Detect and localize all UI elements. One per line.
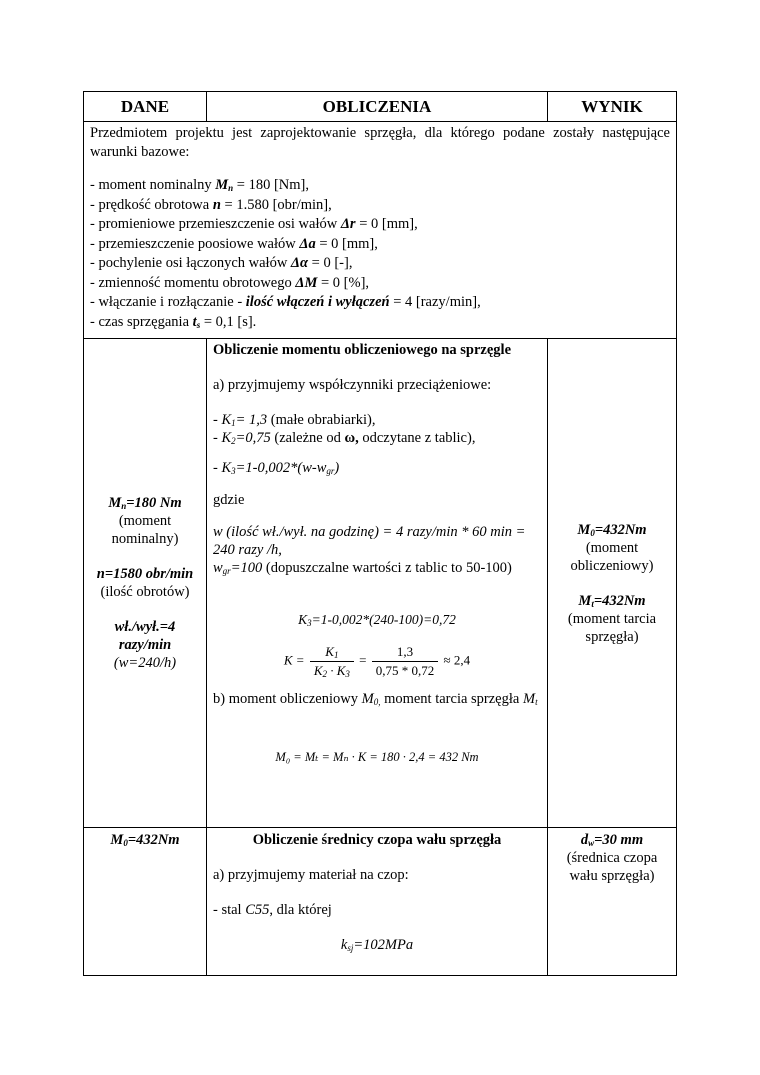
ksj-line: $k_{sj}=102MPa$ [340, 937, 414, 953]
k-fraction-2: $\frac{1,3}{0,75 * 0,72}$ [372, 643, 439, 680]
condition-item: - pochylenie osi łączonych wałów Δα = 0 [-], [90, 255, 353, 271]
section2-dane [84, 828, 207, 976]
intro-cell [84, 122, 677, 339]
b-text: b) moment obliczeniowy $M_{0,}$ moment tarcia sprzęgła $M_t$ [213, 691, 538, 707]
stal-line: - stal C55, dla której [213, 902, 332, 918]
wynik-mt: $M_t=432Nm$ [578, 592, 646, 609]
header-row [84, 92, 677, 122]
header-wynik: WYNIK [548, 92, 677, 122]
section1-row [84, 339, 677, 828]
k-equation: K = $\frac{K_1}{K_2 \cdot K_3}$ = $\frac{1,3}{0,75 * 0,72}$ ≈ 2,4 [283, 644, 471, 679]
section1-wynik [548, 339, 677, 828]
section1-dane [84, 339, 207, 828]
wynik-m0-desc: (moment obliczeniowy) [570, 539, 654, 574]
wynik-dw-desc: (średnica czopa wału sprzęgła) [566, 850, 658, 884]
section2-title: Obliczenie średnicy czopa wału sprzęgła [252, 832, 502, 848]
section1-obliczenia [207, 339, 548, 828]
dane-mn: $M_n=180$ Nm [108, 495, 182, 511]
intro-row [84, 122, 677, 339]
m-equation: M₀ = Mₜ = Mₙ · K = 180 · 2,4 = 432 Nm [275, 750, 479, 764]
section2-row [84, 828, 677, 976]
dane-mn-desc: (moment nominalny) [111, 513, 179, 547]
condition-item: - włączanie i rozłączanie - ilość włączeń i wyłączeń = 4 [razy/min], [90, 294, 481, 310]
condition-item: - zmienność momentu obrotowego ΔM = 0 [%], [90, 274, 370, 291]
intro-text: Przedmiotem projektu jest zaprojektowanie sprzęgła, dla którego podane zostały następujące warunki bazowe: [90, 125, 670, 160]
k-fraction-1: $\frac{K_1}{K_2 \cdot K_3}$ [310, 643, 354, 680]
condition-item: - przemieszczenie poosiowe wałów Δa = 0 [mm], [90, 235, 378, 252]
condition-item: - moment nominalny $M_n = 180$ [Nm], [90, 177, 310, 193]
k3-calc: $K_3=1-0,002*(240-100)=0,72$ [298, 612, 456, 628]
section2-a-text: a) przyjmujemy materiał na czop: [213, 867, 409, 883]
dane-n-desc: (ilość obrotów) [100, 584, 190, 600]
wynik-dw: $d_w=30$ mm [580, 832, 644, 848]
section2-wynik [548, 828, 677, 976]
wgr-line: $w_{gr}=100$ (dopuszczalne wartości z tablic to 50-100) [213, 560, 512, 576]
dane-wl-desc: (w=240/h) [113, 655, 177, 671]
k3-line: - $K_3=1-0,002*(w-w_{gr})$ [213, 460, 340, 476]
k1-line: - $K_1= 1,3$ (małe obrabiarki), [213, 412, 376, 428]
condition-item: - prędkość obrotowa n = 1.580 [obr/min], [90, 196, 332, 213]
condition-item: - promieniowe przemieszczenie osi wałów Δr = 0 [mm], [90, 216, 418, 232]
dane-m0: $M_0=432Nm$ [110, 832, 180, 848]
section2-obliczenia [207, 828, 548, 976]
section1-title: Obliczenie momentu obliczeniowego na sprzęgle [213, 342, 512, 358]
header-obliczenia: OBLICZENIA [207, 92, 548, 122]
wynik-mt-desc: (moment tarcia sprzęgła) [567, 610, 657, 645]
w-text: w (ilość wł./wył. na godzinę) = 4 razy/min * 60 min = 240 razy /h, [213, 524, 526, 558]
k2-line: - $K_2=0,75$ (zależne od ω, odczytane z tablic), [213, 430, 476, 446]
dane-wl: wł./wył.=4 razy/min [114, 619, 176, 653]
gdzie-text: gdzie [213, 492, 245, 508]
wynik-m0: $M_0=432Nm$ [577, 521, 647, 538]
condition-item: - czas sprzęgania $t_s = 0,1$ [s]. [90, 313, 257, 330]
section1-a-text: a) przyjmujemy współczynniki przeciążeniowe: [213, 377, 492, 393]
conditions-list [90, 176, 670, 332]
dane-n: n=1580 obr/min [96, 566, 194, 582]
header-dane: DANE [84, 92, 207, 122]
calculation-table [83, 91, 677, 976]
